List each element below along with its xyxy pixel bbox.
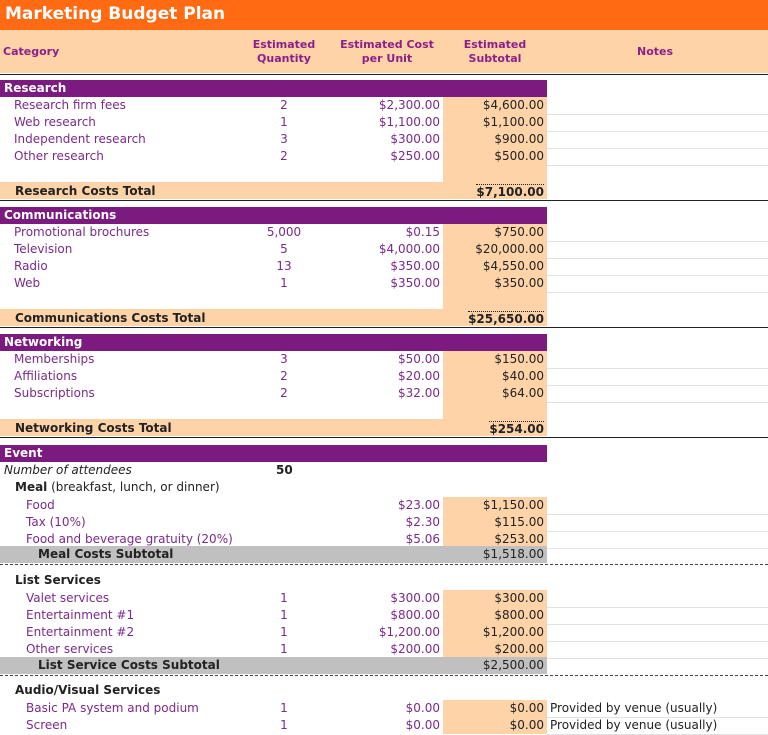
row-unit-cost[interactable]: $4,000.00: [378, 242, 440, 256]
row-quantity[interactable]: 1: [280, 701, 288, 715]
row-subtotal-cell: [443, 97, 547, 114]
row-quantity[interactable]: 1: [280, 642, 288, 656]
table-row[interactable]: [0, 165, 768, 182]
row-subtotal-cell: [443, 224, 547, 241]
row-subtotal-cell: [443, 607, 547, 624]
row-quantity[interactable]: 3: [280, 352, 288, 366]
section-header: [0, 207, 547, 224]
total-value: $25,650.00: [468, 312, 544, 326]
section-title: Networking: [4, 335, 83, 349]
subtotal-row: [0, 546, 547, 563]
row-subtotal: $0.00: [509, 718, 544, 732]
row-unit-cost[interactable]: $0.15: [405, 225, 440, 239]
header-subtotal[interactable]: Estimated Subtotal: [463, 38, 527, 65]
header-cost[interactable]: Estimated Cost per Unit: [340, 38, 434, 65]
row-unit-cost[interactable]: $300.00: [390, 591, 440, 605]
row-label: Television: [14, 242, 73, 256]
row-unit-cost[interactable]: $0.00: [405, 718, 440, 732]
grid-cell[interactable]: [547, 97, 768, 115]
grid-cell[interactable]: [547, 241, 768, 259]
subtotal-value: $2,500.00: [482, 658, 544, 672]
subtotal-label: List Service Costs Subtotal: [38, 658, 220, 672]
row-label: Web: [14, 276, 41, 290]
row-unit-cost[interactable]: $20.00: [398, 369, 440, 383]
row-subtotal-cell: [443, 514, 547, 531]
section-header: [0, 445, 547, 462]
row-unit-cost[interactable]: $5.06: [405, 532, 440, 546]
row-unit-cost[interactable]: $250.00: [390, 149, 440, 163]
row-label: Entertainment #2: [26, 625, 135, 639]
row-subtotal-cell: [443, 717, 547, 734]
meal-label: Meal: [15, 480, 48, 494]
row-unit-cost[interactable]: $1,100.00: [378, 115, 440, 129]
row-subtotal: $0.00: [509, 701, 544, 715]
row-subtotal: $200.00: [494, 642, 544, 656]
row-subtotal: $64.00: [502, 386, 544, 400]
total-value: $7,100.00: [476, 185, 544, 199]
row-quantity[interactable]: 5,000: [266, 225, 302, 239]
row-unit-cost[interactable]: $2,300.00: [378, 98, 440, 112]
grid-cell[interactable]: [547, 531, 768, 549]
row-unit-cost[interactable]: $300.00: [390, 132, 440, 146]
meal-heading: [15, 480, 220, 494]
grid-cell[interactable]: [547, 148, 768, 166]
total-row: [0, 419, 547, 436]
row-label: Basic PA system and podium: [26, 701, 199, 715]
row-quantity[interactable]: 1: [280, 608, 288, 622]
row-subtotal: $1,100.00: [482, 115, 544, 129]
table-row[interactable]: [0, 292, 768, 309]
section-title: Communications: [4, 208, 117, 222]
divider: [0, 437, 768, 438]
grid-cell[interactable]: [547, 590, 768, 608]
list-services-heading: List Services: [15, 573, 101, 587]
row-subtotal: $800.00: [494, 608, 544, 622]
title-bar: [0, 0, 768, 30]
row-label: Research firm fees: [14, 98, 126, 112]
header-notes[interactable]: Notes: [636, 45, 674, 58]
row-label: Radio: [14, 259, 48, 273]
row-quantity[interactable]: 1: [280, 115, 288, 129]
row-unit-cost[interactable]: $2.30: [405, 515, 440, 529]
row-subtotal: $1,150.00: [482, 498, 544, 512]
row-subtotal-cell: [443, 590, 547, 607]
row-subtotal-cell: [443, 258, 547, 275]
row-unit-cost[interactable]: $50.00: [398, 352, 440, 366]
row-unit-cost[interactable]: $32.00: [398, 386, 440, 400]
row-subtotal-cell: [443, 497, 547, 514]
row-quantity[interactable]: 1: [280, 718, 288, 732]
row-unit-cost[interactable]: $800.00: [390, 608, 440, 622]
row-quantity[interactable]: 1: [280, 276, 288, 290]
attendees-value[interactable]: 50: [276, 463, 293, 477]
row-label: Screen: [26, 718, 68, 732]
row-note[interactable]: Provided by venue (usually): [550, 701, 718, 715]
row-subtotal-cell: [443, 114, 547, 131]
row-label: Food and beverage gratuity (20%): [26, 532, 233, 546]
grid-cell[interactable]: [547, 351, 768, 369]
row-label: Independent research: [14, 132, 146, 146]
row-subtotal: $150.00: [494, 352, 544, 366]
row-label: Tax (10%): [26, 515, 86, 529]
row-subtotal: $350.00: [494, 276, 544, 290]
row-quantity[interactable]: 13: [276, 259, 292, 273]
dotted-divider: [0, 564, 768, 565]
grid-cell[interactable]: [547, 275, 768, 293]
row-label: Other research: [14, 149, 104, 163]
total-label: Research Costs Total: [15, 184, 156, 198]
row-unit-cost[interactable]: $1,200.00: [378, 625, 440, 639]
row-label: Food: [26, 498, 55, 512]
row-subtotal-cell: [443, 275, 547, 292]
row-subtotal-cell: [443, 351, 547, 368]
row-subtotal: $4,600.00: [482, 98, 544, 112]
row-subtotal-cell: [443, 641, 547, 658]
total-label: Networking Costs Total: [15, 421, 172, 435]
divider: [0, 327, 768, 328]
row-label: Web research: [14, 115, 96, 129]
row-subtotal: $300.00: [494, 591, 544, 605]
grid-cell[interactable]: [547, 717, 768, 735]
row-quantity[interactable]: 1: [280, 591, 288, 605]
row-subtotal-cell: [443, 700, 547, 717]
grid-cell[interactable]: [547, 624, 768, 642]
row-label: Other services: [26, 642, 114, 656]
row-unit-cost[interactable]: $350.00: [390, 259, 440, 273]
row-subtotal-cell: [443, 368, 547, 385]
row-unit-cost[interactable]: $350.00: [390, 276, 440, 290]
row-label: Subscriptions: [14, 386, 95, 400]
row-subtotal-cell: [443, 148, 547, 165]
grid-cell[interactable]: [547, 224, 768, 242]
row-subtotal-cell: [443, 624, 547, 641]
row-quantity[interactable]: 5: [280, 242, 288, 256]
row-unit-cost[interactable]: $0.00: [405, 701, 440, 715]
row-subtotal: $40.00: [502, 369, 544, 383]
grid-cell[interactable]: [547, 497, 768, 515]
row-subtotal-cell: [443, 165, 547, 182]
row-subtotal-cell: [443, 385, 547, 402]
row-label: Entertainment #1: [26, 608, 135, 622]
row-label: Valet services: [26, 591, 110, 605]
row-quantity[interactable]: 2: [280, 386, 288, 400]
total-label: Communications Costs Total: [15, 311, 206, 325]
av-services-heading: Audio/Visual Services: [15, 683, 161, 697]
row-label: Affiliations: [14, 369, 78, 383]
row-subtotal-cell: [443, 402, 547, 419]
total-row: [0, 309, 547, 326]
divider: [0, 200, 768, 201]
row-subtotal: $20,000.00: [475, 242, 544, 256]
section-title: Event: [4, 446, 43, 460]
row-subtotal: $4,550.00: [482, 259, 544, 273]
row-subtotal: $1,200.00: [482, 625, 544, 639]
dotted-divider: [0, 675, 768, 676]
row-label: Promotional brochures: [14, 225, 150, 239]
row-unit-cost[interactable]: $200.00: [390, 642, 440, 656]
row-unit-cost[interactable]: $23.00: [398, 498, 440, 512]
total-value: $254.00: [489, 422, 544, 436]
header-category[interactable]: Category: [3, 45, 60, 58]
grid-cell[interactable]: [547, 641, 768, 659]
row-subtotal-cell: [443, 131, 547, 148]
grid-cell[interactable]: [547, 607, 768, 625]
grid-cell[interactable]: [547, 700, 768, 718]
row-quantity[interactable]: 1: [280, 625, 288, 639]
row-subtotal: $253.00: [494, 532, 544, 546]
grid-cell[interactable]: [547, 368, 768, 386]
row-note[interactable]: Provided by venue (usually): [550, 718, 718, 732]
grid-cell[interactable]: [547, 131, 768, 149]
row-subtotal: $750.00: [494, 225, 544, 239]
row-subtotal-cell: [443, 292, 547, 309]
subtotal-value: $1,518.00: [482, 547, 544, 561]
row-subtotal: $900.00: [494, 132, 544, 146]
row-subtotal-cell: [443, 241, 547, 258]
section-title: Research: [4, 81, 67, 95]
row-quantity[interactable]: 3: [280, 132, 288, 146]
grid-cell[interactable]: [547, 514, 768, 532]
row-subtotal: $500.00: [494, 149, 544, 163]
table-row[interactable]: [0, 402, 768, 419]
row-label: Memberships: [14, 352, 95, 366]
grid-cell[interactable]: [547, 385, 768, 403]
attendees-label: Number of attendees: [4, 463, 132, 477]
meal-note: (breakfast, lunch, or dinner): [47, 480, 220, 494]
row-quantity[interactable]: 2: [280, 149, 288, 163]
grid-cell[interactable]: [547, 114, 768, 132]
divider: [0, 74, 768, 75]
section-header: [0, 334, 547, 351]
subtotal-row: [0, 657, 547, 674]
row-subtotal: $115.00: [494, 515, 544, 529]
section-header: [0, 80, 547, 97]
grid-cell[interactable]: [547, 258, 768, 276]
sheet-title: Marketing Budget Plan: [5, 4, 226, 24]
header-quantity[interactable]: Estimated Quantity: [252, 38, 316, 65]
total-row: [0, 182, 547, 199]
subtotal-label: Meal Costs Subtotal: [38, 547, 174, 561]
row-quantity[interactable]: 2: [280, 98, 288, 112]
row-quantity[interactable]: 2: [280, 369, 288, 383]
